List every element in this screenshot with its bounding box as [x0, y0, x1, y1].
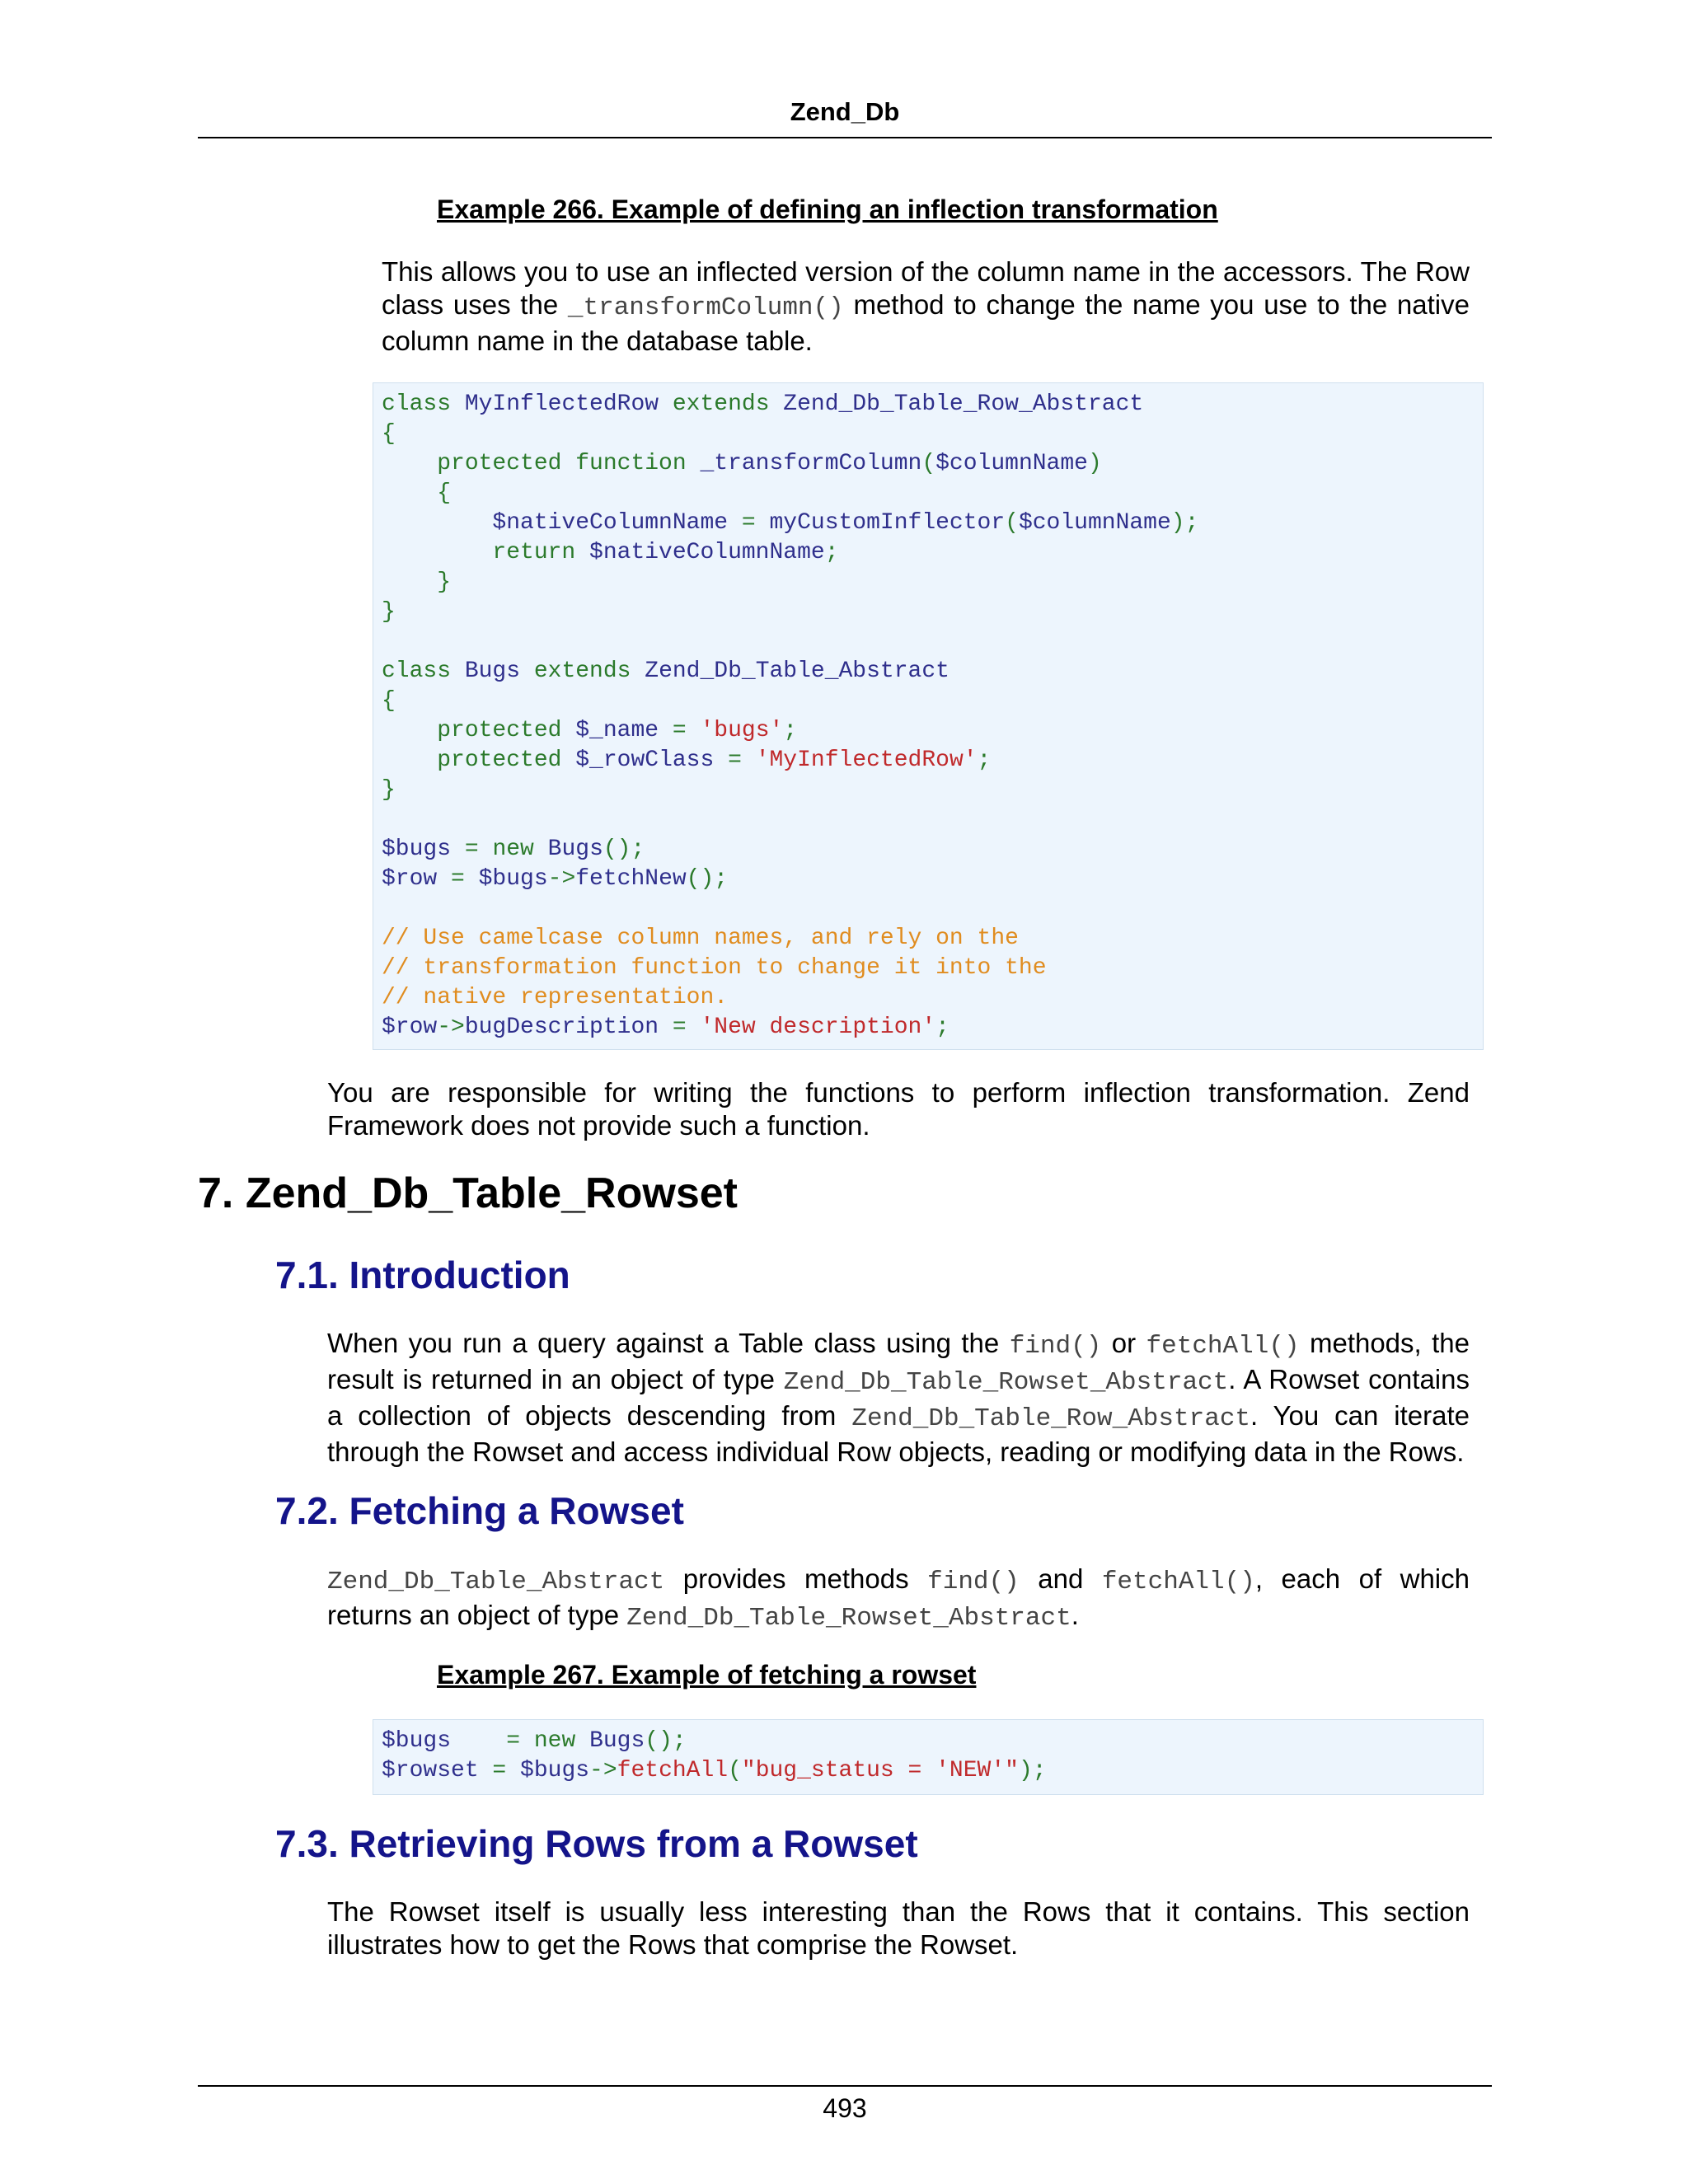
code-token: ();: [645, 1728, 687, 1754]
code-token: $nativeColumnName: [589, 540, 825, 565]
code-token: ->: [437, 1015, 465, 1040]
fetching-paragraph: [327, 1563, 1470, 1635]
code-token: protected: [382, 718, 576, 743]
code-token: $row: [382, 1015, 438, 1040]
code-line: [382, 865, 1475, 894]
text-run: , each of which returns an object of type: [327, 1563, 1470, 1630]
code-token: protected function: [382, 451, 701, 476]
code-line: [382, 746, 1475, 776]
code-token: class: [382, 391, 465, 417]
text-run: . You can iterate through the Rowset and access individual Row objects, reading or modifying data in the Rows.: [327, 1400, 1470, 1467]
code-token: =: [464, 837, 493, 862]
code-token: }: [382, 599, 396, 625]
responsibility-note: [327, 1076, 1470, 1142]
code-token: ();: [603, 837, 645, 862]
code-token: =: [492, 1758, 521, 1783]
code-line: [382, 1756, 1475, 1786]
code-line: [382, 687, 1475, 716]
code-token: "bug_status = 'NEW'": [741, 1758, 1019, 1783]
page-number: 493: [823, 2093, 867, 2123]
code-token: $columnName: [1018, 510, 1171, 536]
code-token: bugDescription: [464, 1015, 673, 1040]
code-line: [382, 509, 1475, 538]
code-token: extends: [533, 658, 645, 684]
code-token: Zend_Db_Table_Abstract: [645, 658, 950, 684]
inline-code: Zend_Db_Table_Row_Abstract: [851, 1404, 1251, 1433]
example-266-title: Example 266. Example of defining an inflection transformation: [437, 194, 1218, 224]
text-run: You are responsible for writing the functions to perform inflection transformation. Zend Framework does not provide such a function.: [327, 1077, 1470, 1141]
code-token: $_name: [575, 718, 673, 743]
code-block-fetch-rowset: [373, 1719, 1484, 1795]
code-line: [382, 776, 1475, 805]
code-line: [382, 1013, 1475, 1043]
section-7-heading: 7. Zend_Db_Table_Rowset: [198, 1169, 738, 1217]
code-token: Bugs: [547, 837, 603, 862]
code-token: =: [451, 866, 479, 892]
code-line: [382, 449, 1475, 479]
code-token: return: [382, 540, 590, 565]
inline-code: fetchAll(): [1146, 1332, 1300, 1361]
code-token: // native representation.: [382, 985, 729, 1010]
introduction-paragraph: [327, 1327, 1470, 1469]
code-token: ->: [589, 1758, 617, 1783]
code-token: $bugs: [478, 866, 548, 892]
code-token: );: [1018, 1758, 1047, 1783]
example-267-title: Example 267. Example of fetching a rowset: [437, 1660, 977, 1690]
inline-code: find(): [927, 1568, 1020, 1596]
text-run: .: [1071, 1600, 1079, 1630]
code-token: =: [506, 1728, 534, 1754]
code-line: [382, 390, 1475, 419]
code-token: Bugs: [464, 658, 534, 684]
code-token: ();: [686, 866, 729, 892]
inline-code: Zend_Db_Table_Rowset_Abstract: [783, 1368, 1229, 1397]
code-token: 'bugs': [700, 718, 784, 743]
text-run: provides methods: [664, 1563, 928, 1594]
inline-code: fetchAll(): [1101, 1568, 1255, 1596]
code-token: $bugs: [520, 1758, 590, 1783]
code-block-inflection: [373, 382, 1484, 1050]
code-token: myCustomInflector: [769, 510, 1006, 536]
code-token: ;: [783, 718, 798, 743]
code-token: new: [492, 837, 548, 862]
code-token: $bugs: [382, 837, 465, 862]
code-token: {: [382, 421, 396, 447]
code-token: $_rowClass: [575, 748, 729, 773]
code-line: [382, 538, 1475, 568]
code-token: 'MyInflectedRow': [755, 748, 978, 773]
text-run: . A Rowset contains a collection of objects descending from: [327, 1364, 1470, 1431]
code-token: Bugs: [589, 1728, 645, 1754]
code-token: $bugs: [382, 1728, 507, 1754]
code-line: [382, 568, 1475, 598]
code-token: =: [672, 1015, 701, 1040]
code-line: [382, 1727, 1475, 1756]
code-token: _transformColumn: [700, 451, 922, 476]
code-token: {: [382, 688, 396, 714]
header-rule: [198, 137, 1492, 138]
code-token: fetchNew: [575, 866, 687, 892]
code-token: // transformation function to change it into the: [382, 955, 1047, 981]
code-token: }: [382, 777, 396, 803]
code-token: ->: [547, 866, 576, 892]
code-token: $rowset: [382, 1758, 493, 1783]
text-run: This allows you to use an inflected version of the column name in the accessors. The Row class uses the: [382, 256, 1470, 320]
code-line: [382, 954, 1475, 983]
code-token: {: [382, 480, 452, 506]
code-token: // Use camelcase column names, and rely on the: [382, 926, 1019, 951]
code-token: ;: [935, 1015, 950, 1040]
section-7-3-heading: 7.3. Retrieving Rows from a Rowset: [275, 1822, 918, 1865]
code-line: [382, 716, 1475, 746]
text-run: and: [1019, 1563, 1102, 1594]
running-header: Zend_Db: [790, 97, 900, 126]
section-7-1-heading: 7.1. Introduction: [275, 1254, 570, 1296]
code-line: [382, 983, 1475, 1013]
code-token: new: [533, 1728, 590, 1754]
text-run: When you run a query against a Table class using the: [327, 1328, 1010, 1358]
section-7-2-heading: 7.2. Fetching a Rowset: [275, 1489, 684, 1532]
code-line: [382, 894, 1475, 924]
code-token: ;: [977, 748, 992, 773]
text-run: The Rowset itself is usually less interesting than the Rows that it contains. This section illustrates how to get the Rows that comprise the Rowset.: [327, 1896, 1470, 1960]
inline-code: Zend_Db_Table_Abstract: [327, 1568, 665, 1596]
example-266-description: [382, 255, 1470, 358]
code-token: );: [1170, 510, 1199, 536]
code-token: extends: [672, 391, 784, 417]
footer-rule: [198, 2085, 1492, 2087]
code-line: [382, 835, 1475, 865]
code-line: [382, 924, 1475, 954]
code-token: =: [728, 748, 756, 773]
code-line: [382, 419, 1475, 449]
code-token: (: [728, 1758, 742, 1783]
code-token: class: [382, 658, 465, 684]
code-token: (: [921, 451, 936, 476]
code-token: ;: [824, 540, 839, 565]
code-token: }: [382, 569, 452, 595]
code-token: =: [741, 510, 770, 536]
code-token: $row: [382, 866, 452, 892]
text-run: method to change the name you use to the native column name in the database table.: [382, 289, 1470, 356]
inline-code: _transformColumn(): [567, 293, 844, 322]
code-token: $nativeColumnName: [382, 510, 742, 536]
retrieving-paragraph: [327, 1896, 1470, 1961]
code-token: Zend_Db_Table_Row_Abstract: [783, 391, 1144, 417]
code-line: [382, 627, 1475, 657]
inline-code: Zend_Db_Table_Rowset_Abstract: [626, 1604, 1071, 1633]
code-token: protected: [382, 748, 576, 773]
code-token: fetchAll: [617, 1758, 729, 1783]
code-token: (: [1005, 510, 1019, 536]
code-line: [382, 479, 1475, 509]
code-line: [382, 657, 1475, 687]
code-token: $columnName: [935, 451, 1088, 476]
code-line: [382, 598, 1475, 627]
text-run: or: [1101, 1328, 1146, 1358]
code-line: [382, 805, 1475, 835]
code-token: ): [1087, 451, 1102, 476]
inline-code: find(): [1009, 1332, 1102, 1361]
code-token: 'New description': [700, 1015, 936, 1040]
text-run: methods, the result is returned in an object of type: [327, 1328, 1470, 1394]
code-token: MyInflectedRow: [464, 391, 673, 417]
code-token: =: [672, 718, 701, 743]
